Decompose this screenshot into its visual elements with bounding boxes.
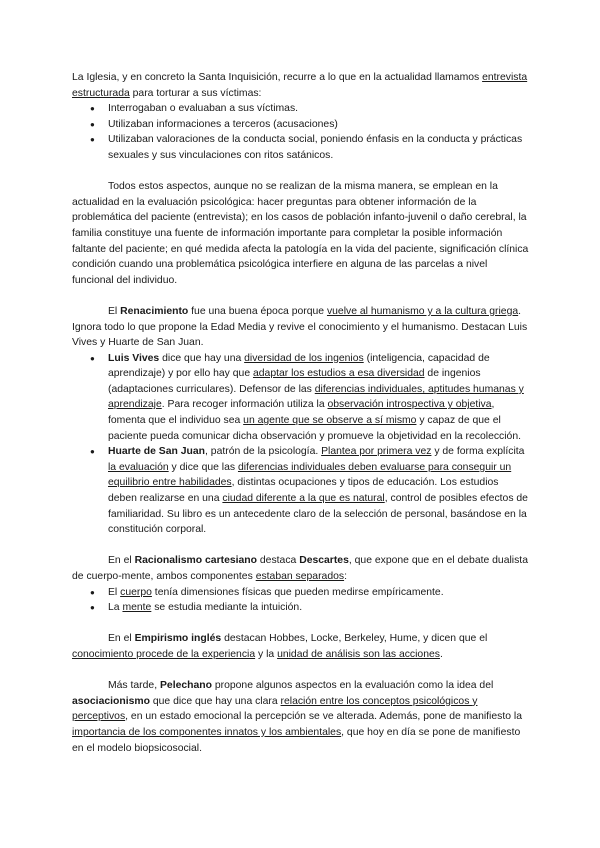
paragraph-inquisicion	[72, 70, 530, 101]
underlined-term: vuelve al humanismo y a la cultura griega	[326, 305, 519, 317]
underlined-term: conocimiento procede de la experiencia	[72, 648, 256, 660]
list-item-huarte	[72, 444, 530, 538]
bold-term: Renacimiento	[120, 305, 189, 317]
text: destacan Hobbes, Locke, Berkeley, Hume, y dicen que el	[221, 633, 488, 645]
text: fue una buena época porque	[188, 305, 327, 317]
list-item	[72, 600, 530, 616]
underlined-term: estaban separados	[255, 571, 345, 582]
list-item: ● Utilizaban informaciones a terceros (acusaciones)	[72, 117, 530, 133]
bold-term: Descartes	[299, 555, 349, 567]
text: , fomenta que el individuo sea	[108, 399, 495, 427]
text: :	[344, 571, 347, 582]
list-item-luis-vives	[72, 351, 530, 445]
racionalismo-list	[72, 585, 530, 616]
list-item	[72, 585, 530, 601]
list-item: ● Utilizaban valoraciones de la conducta social, poniendo énfasis en la conducta y prácticas sexuales y sus vinculaciones con ritos satánicos.	[72, 132, 530, 163]
text: (inteligencia, capacidad de aprendizaje) y por ello hay que	[108, 352, 490, 380]
text: En el	[108, 633, 135, 645]
text: se estudia mediante la intuición.	[151, 602, 303, 614]
text: de ingenios (adaptaciones curriculares). Defensor de las	[108, 368, 481, 395]
underlined-term: Plantea por primera vez	[321, 446, 432, 458]
text: . Ignora todo lo que propone la Edad Media y revive el conocimiento y el humanismo. Destacan Luis Vives y Huarte de San Juan.	[72, 305, 528, 349]
underlined-term: adaptar los estudios a esa diversidad	[252, 368, 425, 380]
bold-term: Luis Vives	[108, 352, 160, 364]
bold-term: Racionalismo cartesiano	[134, 555, 258, 567]
underlined-term: diferencias individuales, aptitudes humanas y aprendizaje	[108, 383, 524, 411]
list-item: ● Interrogaban o evaluaban a sus víctimas.	[72, 101, 530, 117]
text: La Iglesia, y en concreto la Santa Inquisición, recurre a lo que en la actualidad llamamos	[72, 72, 483, 83]
text: , control de posibles efectos de familiaridad. Su libro es un antecedente claro de la selección de personal, basándose en la constitución corporal.	[108, 493, 528, 536]
text: dice que hay una	[159, 352, 245, 364]
text: y de forma explícita	[431, 446, 525, 458]
text: , distintas ocupaciones y tipos de educación. Los estudios deben realizarse en una	[108, 477, 499, 505]
text: tenía dimensiones físicas que pueden medirse empíricamente.	[151, 586, 444, 598]
paragraph-racionalismo	[72, 553, 530, 584]
paragraph-pelechano	[72, 678, 530, 756]
text: , en un estado emocional la percepción se ve alterada. Además, pone de manifiesto la	[125, 711, 522, 723]
underlined-term: importancia de los componentes innatos y los ambientales	[72, 726, 342, 738]
text: , que expone que en el debate dualista de cuerpo-mente, ambos componentes	[72, 555, 528, 582]
text: El	[108, 305, 121, 317]
text: En el	[108, 555, 135, 567]
bold-term: Huarte de San Juan	[108, 446, 206, 458]
underlined-term: la evaluación	[108, 461, 169, 473]
underlined-term: ciudad diferente a la que es natural	[222, 493, 385, 505]
underlined-term: relación entre los conceptos psicológicos y perceptivos	[72, 695, 478, 723]
underlined-term: cuerpo	[120, 586, 152, 598]
renacimiento-list	[72, 351, 530, 538]
text: propone algunos aspectos en la evaluación como la idea del	[211, 680, 494, 692]
paragraph-renacimiento	[72, 304, 530, 351]
underlined-term: observación introspectiva y objetiva	[327, 399, 492, 411]
text: El	[108, 586, 121, 598]
text: y dice que las	[168, 461, 238, 473]
bold-term: Pelechano	[159, 680, 212, 692]
text: que dice que hay una clara	[149, 695, 281, 707]
bold-term: Empirismo inglés	[134, 633, 222, 645]
text: La	[108, 602, 123, 614]
inquisicion-list	[72, 101, 530, 163]
document-body	[72, 70, 530, 756]
text: y la	[255, 648, 278, 660]
text: , patrón de la psicología.	[205, 446, 322, 458]
text: destaca	[257, 555, 300, 567]
underlined-term: mente	[122, 602, 152, 614]
text: , que hoy en día se pone de manifiesto en el modelo biopsicosocial.	[72, 726, 521, 754]
underlined-term: diferencias individuales deben evaluarse para conseguir un equilibrio entre habilidades	[108, 461, 512, 489]
underlined-term: entrevista estructurada	[72, 72, 528, 99]
text: y capaz de que el paciente pueda comunicar dicha observación y promueve la objetividad en la recolección.	[108, 415, 521, 442]
paragraph-evaluacion-actual: Todos estos aspectos, aunque no se realizan de la misma manera, se emplean en la actualidad en la evaluación psicológica: hacer preguntas para obtener información de la problemática del paciente (entrevista); en los casos de población infanto-juvenil o daño cerebral, la familia constituye una fuente de información importante para completar la posible información faltante del paciente; en qué medida afecta la patología en la vida del paciente, significación clínica condición cuando una problemática psicológica interfiere en alguna de las parcelas a nivel funcional del individuo.	[72, 181, 529, 286]
underlined-term: diversidad de los ingenios	[244, 352, 364, 364]
bold-term: asociacionismo	[72, 695, 150, 707]
text: Más tarde,	[108, 680, 160, 692]
text: para torturar a sus víctimas:	[129, 87, 262, 99]
text: .	[439, 648, 443, 660]
text: . Para recoger información utiliza la	[161, 399, 328, 411]
paragraph-empirismo	[72, 631, 530, 662]
underlined-term: unidad de análisis son las acciones	[277, 648, 440, 660]
underlined-term: un agente que se observe a sí mismo	[243, 415, 417, 427]
